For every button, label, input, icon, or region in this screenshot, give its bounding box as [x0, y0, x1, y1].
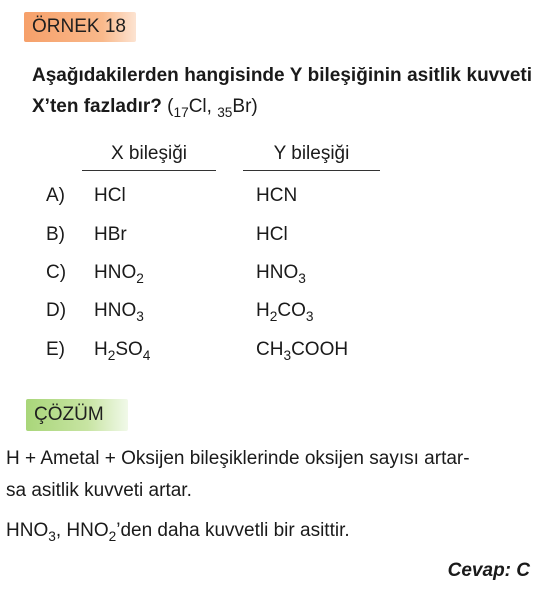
y-column-header: Y bileşiği	[243, 142, 380, 171]
x-compound: $HNO_2$	[94, 262, 144, 286]
question-body: Aşağıdakilerden hangisinde Y bileşiğinin asitlik kuvveti X’ten fazladır?	[32, 65, 532, 117]
option-row	[0, 258, 540, 288]
x-compound: $H_2SO_4$	[94, 339, 151, 363]
solution-line: $HNO_3$, $HNO_2’den$ daha kuvvetli bir asittir.	[6, 520, 350, 544]
x-compound: $HNO_3$	[94, 300, 144, 324]
option-letter: E)	[46, 339, 65, 360]
option-row	[0, 296, 540, 326]
element-reference: ($_{17}Cl$, $_{35}$Br)	[167, 96, 258, 120]
question-text	[32, 60, 532, 122]
y-compound: $HNO_3$	[256, 262, 306, 286]
option-row	[0, 181, 540, 211]
y-compound: $H_2CO_3$	[256, 300, 314, 324]
option-row	[0, 220, 540, 250]
solution-line: sa asitlik kuvveti artar.	[6, 480, 192, 501]
x-compound: HBr	[94, 224, 127, 245]
x-column-header: X bileşiği	[82, 142, 216, 171]
answer: Cevap: C	[447, 560, 530, 581]
option-letter: D)	[46, 300, 67, 321]
option-letter: C)	[46, 262, 67, 283]
y-compound: HCl	[256, 224, 288, 245]
y-compound: $CH_3COOH$	[256, 339, 349, 363]
solution-badge: ÇÖZÜM	[26, 399, 128, 431]
x-compound: HCl	[94, 185, 126, 206]
option-row	[0, 335, 540, 365]
option-letter: A)	[46, 185, 65, 206]
example-badge: ÖRNEK 18	[24, 12, 136, 42]
solution-line: H + Ametal + Oksijen bileşiklerinde oksijen sayısı artar-	[6, 448, 470, 469]
y-compound: HCN	[256, 185, 298, 206]
option-letter: B)	[46, 224, 65, 245]
